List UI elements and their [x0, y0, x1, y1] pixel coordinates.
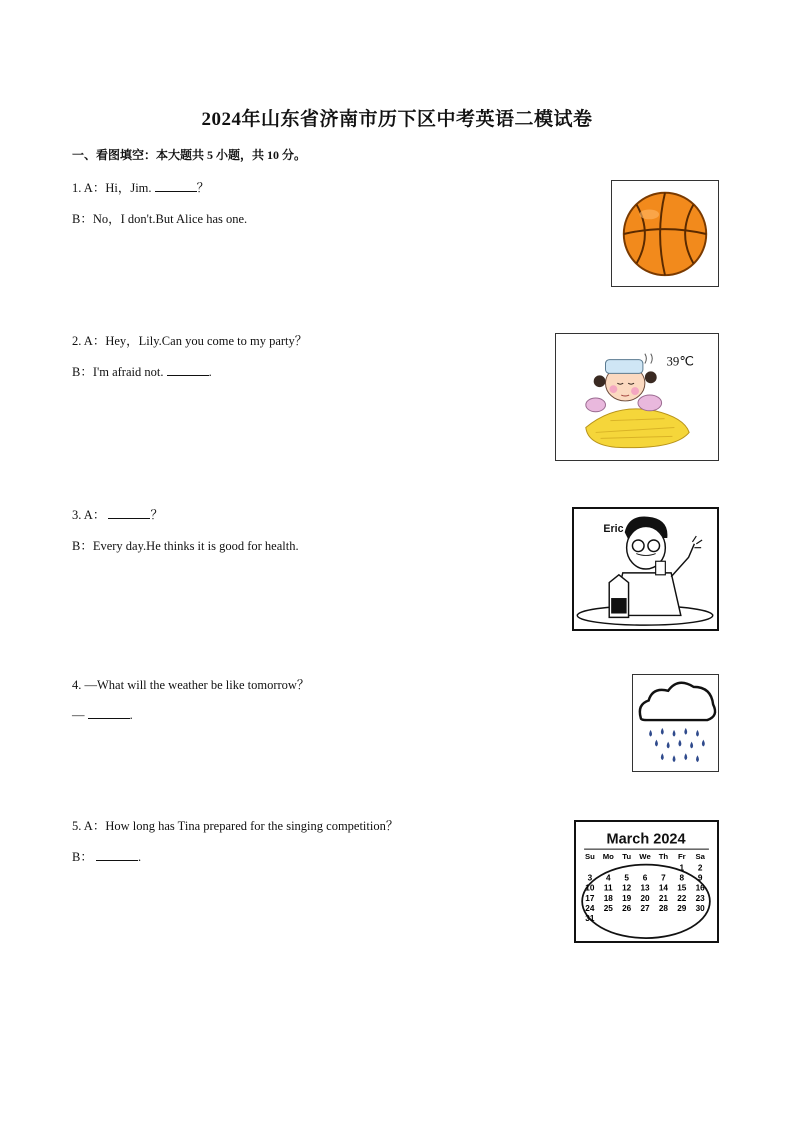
- calendar-weekday: Mo: [602, 851, 614, 861]
- calendar-day: 4: [605, 873, 611, 883]
- calendar-day: 15: [677, 883, 687, 893]
- calendar-day: 10: [585, 883, 595, 893]
- q2-line-a: [72, 331, 307, 349]
- calendar-day: 31: [585, 914, 595, 924]
- calendar-day: 19: [622, 893, 632, 903]
- q1-suffix: ？: [196, 181, 210, 195]
- calendar-day: 5: [624, 873, 629, 883]
- q5-response: B：: [72, 850, 96, 864]
- calendar-weekday: Fr: [677, 851, 686, 861]
- calendar-day: 16: [695, 883, 705, 893]
- basketball-picture: [611, 180, 719, 287]
- q2-suffix: .: [208, 365, 212, 379]
- q5-answer-blank[interactable]: [96, 848, 138, 861]
- calendar-weekday: Th: [658, 851, 669, 861]
- q3-line-a: [72, 505, 163, 523]
- q4-line-a: [72, 675, 309, 693]
- q5-prompt: 5. A：How long has Tina prepared for the singing competition？: [72, 819, 399, 833]
- calendar-day: 23: [695, 893, 705, 903]
- rain-cloud-icon: [633, 675, 718, 771]
- q5-line-b: [72, 847, 141, 865]
- calendar-day: 27: [640, 904, 650, 914]
- calendar-day: 7: [661, 873, 666, 883]
- calendar-title: March 2024: [606, 831, 686, 848]
- name-label: Eric: [603, 523, 624, 536]
- q4-prompt: 4. —What will the weather be like tomorrow？: [72, 678, 310, 692]
- calendar-weekday: Su: [584, 851, 595, 861]
- calendar-day: 8: [679, 873, 685, 883]
- page-title: 2024年山东省济南市历下区中考英语二模试卷: [201, 109, 593, 130]
- section-heading: 一、看图填空：本大题共 5 小题，共 10 分。: [72, 148, 307, 162]
- q5-line-a: [72, 816, 398, 834]
- q3-suffix: ？: [150, 508, 163, 522]
- q2-response: B：I'm afraid not.: [72, 365, 167, 379]
- q4-suffix: .: [129, 708, 133, 722]
- calendar-day: 2: [697, 863, 703, 873]
- q3-line-b: [72, 536, 299, 554]
- calendar-weekday: Sa: [695, 851, 705, 861]
- sick-girl-illustration: [556, 334, 718, 460]
- sick-girl-picture: [555, 333, 719, 461]
- calendar-day: 6: [642, 873, 648, 883]
- calendar-day: 18: [603, 893, 613, 903]
- q1-response: B：No，I don't.But Alice has one.: [72, 212, 248, 226]
- q1-prompt: 1. A：Hi，Jim.: [72, 181, 155, 195]
- q4-answer-blank[interactable]: [88, 706, 130, 719]
- calendar-day: 9: [697, 873, 703, 883]
- calendar-day: 26: [622, 904, 632, 914]
- q5-suffix: .: [137, 850, 142, 864]
- q1-answer-blank[interactable]: [155, 179, 197, 192]
- calendar-day: 25: [603, 904, 613, 914]
- q3-prompt: 3. A：: [72, 508, 109, 522]
- q4-line-b: [72, 706, 133, 723]
- calendar-day: 11: [603, 883, 613, 893]
- calendar-illustration: [576, 822, 717, 941]
- boy-milk-picture: [572, 507, 719, 631]
- calendar-day: 28: [658, 904, 669, 914]
- q1-line-b: [72, 209, 247, 227]
- calendar-picture: [574, 820, 719, 943]
- rain-picture: [632, 674, 719, 772]
- q3-response: B：Every day.He thinks it is good for health.: [72, 539, 299, 553]
- q1-line-a: [72, 178, 209, 196]
- q2-prompt: 2. A：Hey，Lily.Can you come to my party？: [72, 334, 308, 348]
- q3-answer-blank[interactable]: [108, 506, 150, 519]
- calendar-day: 29: [677, 904, 687, 914]
- calendar-day: 24: [585, 904, 595, 914]
- calendar-day: 22: [677, 893, 687, 903]
- calendar-weekday: We: [639, 851, 651, 861]
- calendar-day: 20: [640, 893, 650, 903]
- calendar-day: 3: [587, 873, 593, 883]
- calendar-day: 12: [622, 883, 632, 893]
- q2-line-b: [72, 362, 212, 380]
- basketball-icon: [612, 181, 718, 286]
- calendar-day: 13: [640, 883, 650, 893]
- boy-drinking-milk-illustration: [574, 509, 717, 629]
- temperature-label: 39℃: [666, 354, 694, 369]
- q4-dash: —: [72, 708, 88, 722]
- calendar-day: 21: [658, 893, 669, 903]
- calendar-day: 1: [679, 863, 685, 873]
- calendar-day: 14: [658, 883, 669, 893]
- q2-answer-blank[interactable]: [167, 363, 209, 376]
- calendar-day: 30: [695, 904, 705, 914]
- calendar-day: 17: [585, 893, 595, 903]
- calendar-weekday: Tu: [622, 851, 632, 861]
